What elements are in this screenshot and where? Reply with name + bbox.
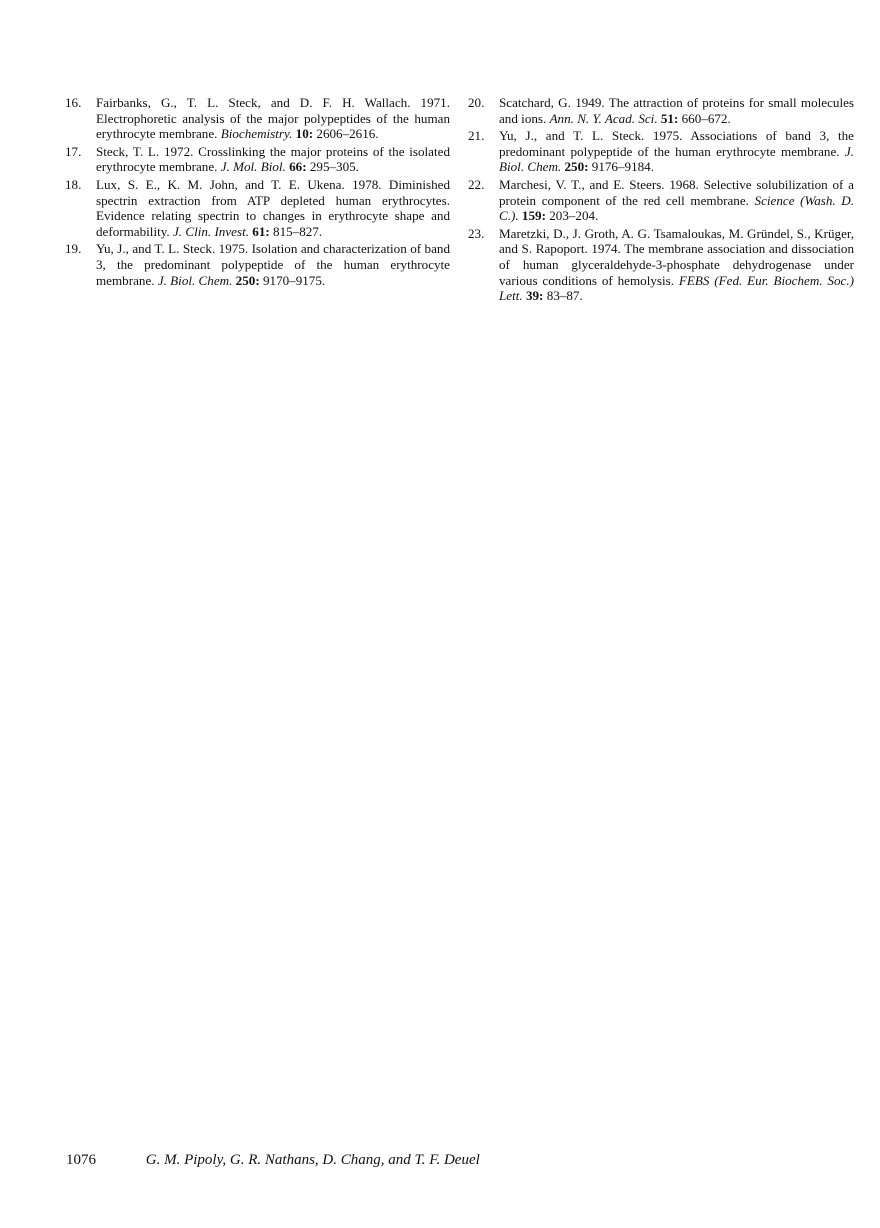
reference-number: 17. <box>65 143 82 159</box>
reference-number: 18. <box>65 176 82 192</box>
reference-list-left <box>65 95 450 290</box>
reference-item <box>65 177 450 239</box>
reference-list-right <box>468 95 854 306</box>
reference-item <box>468 128 854 175</box>
reference-number: 22. <box>468 176 485 192</box>
reference-number: 23. <box>468 225 485 241</box>
reference-volume: 250: <box>564 159 589 175</box>
reference-number: 16. <box>65 95 82 110</box>
reference-volume: 51: <box>660 110 679 126</box>
reference-journal: J. Biol. Chem. <box>499 143 854 175</box>
reference-number: 21. <box>468 128 485 144</box>
running-footer-authors: G. M. Pipoly, G. R. Nathans, D. Chang, and T. F. Deuel <box>145 1152 480 1168</box>
reference-volume: 159: <box>521 208 546 224</box>
reference-item <box>65 144 450 175</box>
page-footer <box>66 1151 480 1169</box>
reference-pages: 203–204. <box>549 208 599 224</box>
reference-volume: 66: <box>289 159 307 175</box>
reference-journal: Science (Wash. D. C.). <box>499 192 854 224</box>
reference-pages: 295–305. <box>309 159 359 175</box>
page-number: 1076 <box>66 1152 96 1168</box>
reference-item <box>468 226 854 304</box>
reference-pages: 660–672. <box>681 110 731 126</box>
reference-journal: Ann. N. Y. Acad. Sci. <box>549 110 658 126</box>
reference-journal: J. Clin. Invest. <box>172 223 249 239</box>
reference-volume: 39: <box>525 288 544 304</box>
reference-pages: 2606–2616. <box>316 126 379 142</box>
reference-item <box>65 95 450 142</box>
reference-volume: 10: <box>295 126 314 142</box>
reference-item <box>468 95 854 126</box>
reference-text: Lux, S. E., K. M. John, and T. E. Ukena. 1978. Diminished spectrin extraction from ATP depleted human erythrocytes. Evidence relating spectrin to changes in erythrocyte shape and deformability. <box>96 176 450 239</box>
reference-text: Marchesi, V. T., and E. Steers. 1968. Selective solubilization of a protein component of the red cell membrane. <box>499 176 854 208</box>
reference-item <box>65 241 450 288</box>
reference-text: Fairbanks, G., T. L. Steck, and D. F. H. Wallach. 1971. Electrophoretic analysis of the major polypeptides of the human erythrocyte membrane. <box>96 95 450 142</box>
reference-text: Steck, T. L. 1972. Crosslinking the major proteins of the isolated erythrocyte membrane. <box>96 143 450 175</box>
reference-pages: 9176–9184. <box>591 159 654 175</box>
reference-pages: 9170–9175. <box>262 272 326 288</box>
reference-pages: 83–87. <box>546 288 583 304</box>
reference-item <box>468 177 854 224</box>
reference-journal: J. Mol. Biol. <box>220 159 286 175</box>
reference-number: 20. <box>468 95 485 110</box>
reference-journal: Biochemistry. <box>220 126 293 142</box>
reference-text: Scatchard, G. 1949. The attraction of proteins for small molecules and ions. <box>499 95 854 126</box>
reference-volume: 61: <box>252 223 270 239</box>
reference-pages: 815–827. <box>273 223 323 239</box>
reference-volume: 250: <box>235 272 260 288</box>
reference-text: Yu, J., and T. L. Steck. 1975. Associations of band 3, the predominant polypeptide of the human erythrocyte membrane. <box>499 128 854 159</box>
reference-text: Maretzki, D., J. Groth, A. G. Tsamaloukas, M. Gründel, S., Krüger, and S. Rapoport. 1974. The membrane association and dissociation of human glyceraldehyde-3-phosphate dehydrogenase under various conditions of hemolysis. <box>499 225 854 288</box>
reference-journal: FEBS (Fed. Eur. Biochem. Soc.) Lett. <box>499 272 854 304</box>
reference-journal: J. Biol. Chem. <box>157 272 233 288</box>
reference-text: Yu, J., and T. L. Steck. 1975. Isolation and characterization of band 3, the predominant polypeptide of the human erythrocyte membrane. <box>96 241 450 288</box>
reference-number: 19. <box>65 241 82 257</box>
